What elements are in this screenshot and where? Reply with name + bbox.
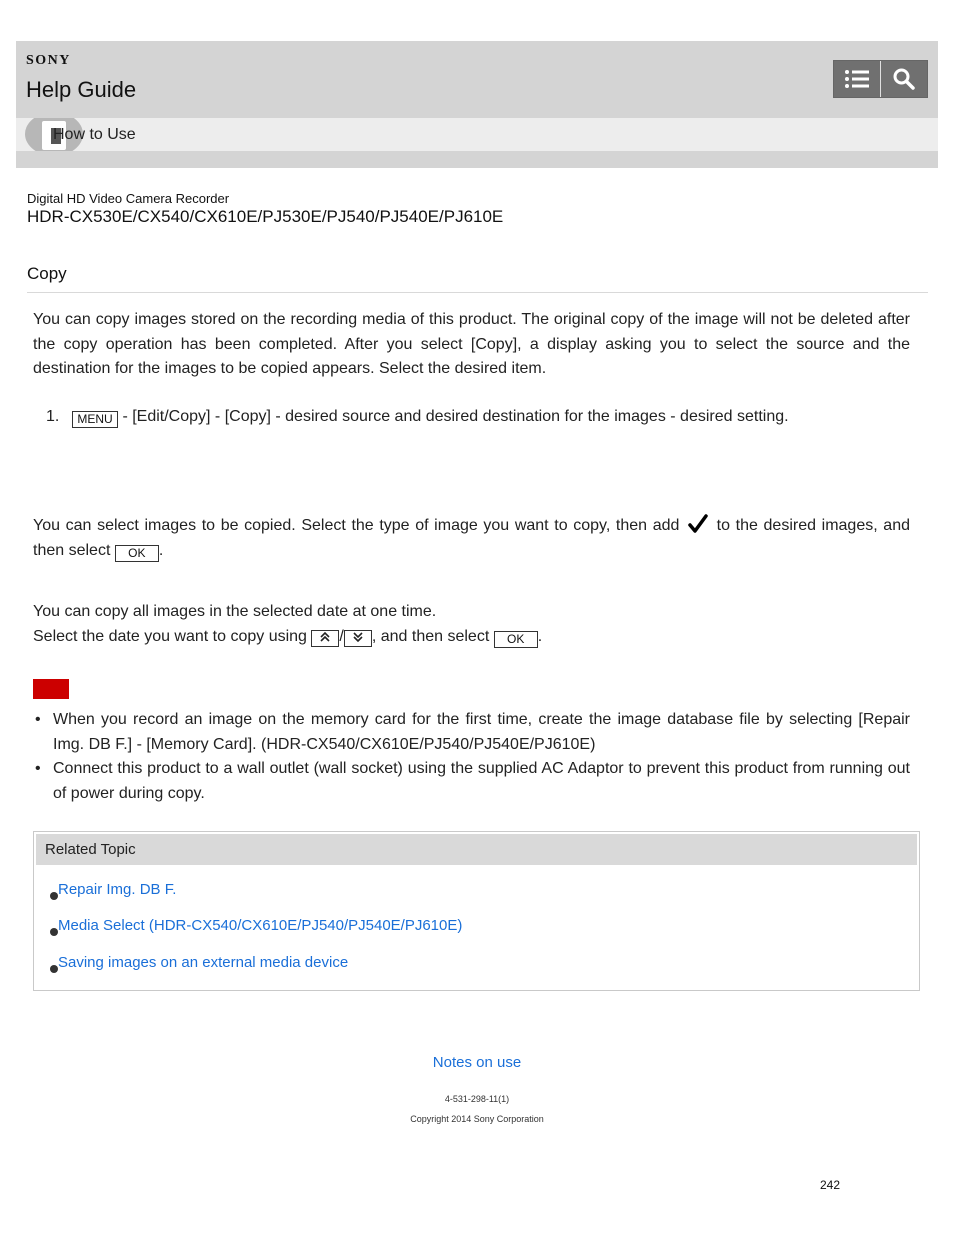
checkmark-icon	[688, 514, 708, 534]
related-link-label: Saving images on an external media device	[58, 954, 349, 971]
product-models: HDR-CX530E/CX540/CX610E/PJ530E/PJ540/PJ540E/PJ610E	[27, 207, 504, 226]
notes-on-use-link	[0, 1054, 954, 1071]
list-icon	[844, 68, 870, 90]
sony-logo: SONY	[26, 53, 71, 68]
related-link-saving-images[interactable]	[50, 954, 348, 973]
copy-by-date-paragraph	[33, 600, 910, 649]
copy-by-date-line1: You can copy all images in the selected date at one time.	[33, 603, 437, 620]
select-images-paragraph	[33, 514, 910, 563]
search-button[interactable]	[880, 61, 927, 97]
contents-list-button[interactable]	[834, 61, 880, 97]
related-link-label: Repair Img. DB F.	[58, 881, 177, 898]
page-number: 242	[820, 1178, 841, 1192]
bullet-icon	[50, 928, 58, 936]
header-buttons	[833, 60, 928, 98]
related-topic-heading: Related Topic	[45, 841, 136, 858]
step-number: 1.	[46, 408, 60, 425]
bullet-icon	[50, 892, 58, 900]
related-link-label: Media Select (HDR-CX540/CX610E/PJ540/PJ540E/PJ610E)	[58, 917, 463, 934]
related-topic-header	[36, 834, 917, 865]
search-icon	[892, 67, 916, 91]
note-text: Connect this product to a wall outlet (wall socket) using the supplied AC Adaptor to prevent this product from running out of power during copy.	[53, 760, 910, 802]
down-arrow-key-icon	[344, 630, 372, 647]
step-1	[46, 405, 789, 429]
copy-by-date-text-b: , and then select	[371, 627, 494, 645]
copy-by-date-line2	[33, 625, 910, 650]
select-images-text-a: You can select images to be copied. Select the type of image you want to copy, then add	[33, 517, 686, 534]
site-header	[16, 41, 938, 168]
select-images-text-b: to the desired images, and then select	[33, 517, 911, 559]
copyright: Copyright 2014 Sony Corporation	[410, 1114, 544, 1124]
step-text: - [Edit/Copy] - [Copy] - desired source and desired destination for the images - desired setting.	[118, 408, 789, 425]
page-title: Copy	[27, 264, 67, 283]
bullet-icon: •	[35, 760, 41, 777]
note-text: When you record an image on the memory card for the first time, create the image database file by selecting [Repair Img. DB F.] - [Memory Card]. (HDR-CX540/CX610E/PJ540/PJ540E/PJ610E)	[53, 711, 910, 753]
title-divider	[27, 292, 928, 293]
bullet-icon: •	[35, 711, 41, 728]
help-guide-title: Help Guide	[26, 77, 137, 102]
note-badge	[33, 679, 69, 699]
menu-key-icon: MENU	[72, 411, 118, 428]
related-link-repair-img-db[interactable]	[50, 881, 176, 900]
ok-key-icon: OK	[494, 631, 538, 648]
list-item	[33, 708, 910, 757]
bullet-icon	[50, 965, 58, 973]
section-bar	[16, 118, 938, 151]
ok-key-icon: OK	[115, 545, 159, 562]
notes-list	[33, 708, 910, 806]
copy-by-date-text-a: Select the date you want to copy using	[33, 627, 312, 645]
arrow-separator: /	[339, 627, 344, 645]
notes-on-use-label[interactable]: Notes on use	[432, 1054, 522, 1071]
intro-paragraph: You can copy images stored on the recording media of this product. The original copy of the image will not be deleted after the copy operation has been completed. After you select [Copy], a display asking you to select the source and the destination for the images to be copied appears. Select the desired item.	[33, 311, 910, 377]
section-label[interactable]: How to Use	[53, 126, 136, 143]
select-images-text-c: .	[158, 541, 164, 559]
product-category: Digital HD Video Camera Recorder	[27, 191, 230, 206]
related-link-media-select[interactable]	[50, 917, 462, 936]
up-arrow-key-icon	[311, 630, 339, 647]
related-topic-box	[33, 831, 920, 991]
document-code: 4-531-298-11(1)	[444, 1094, 510, 1104]
list-item	[33, 757, 910, 806]
copy-by-date-text-c: .	[537, 627, 543, 645]
